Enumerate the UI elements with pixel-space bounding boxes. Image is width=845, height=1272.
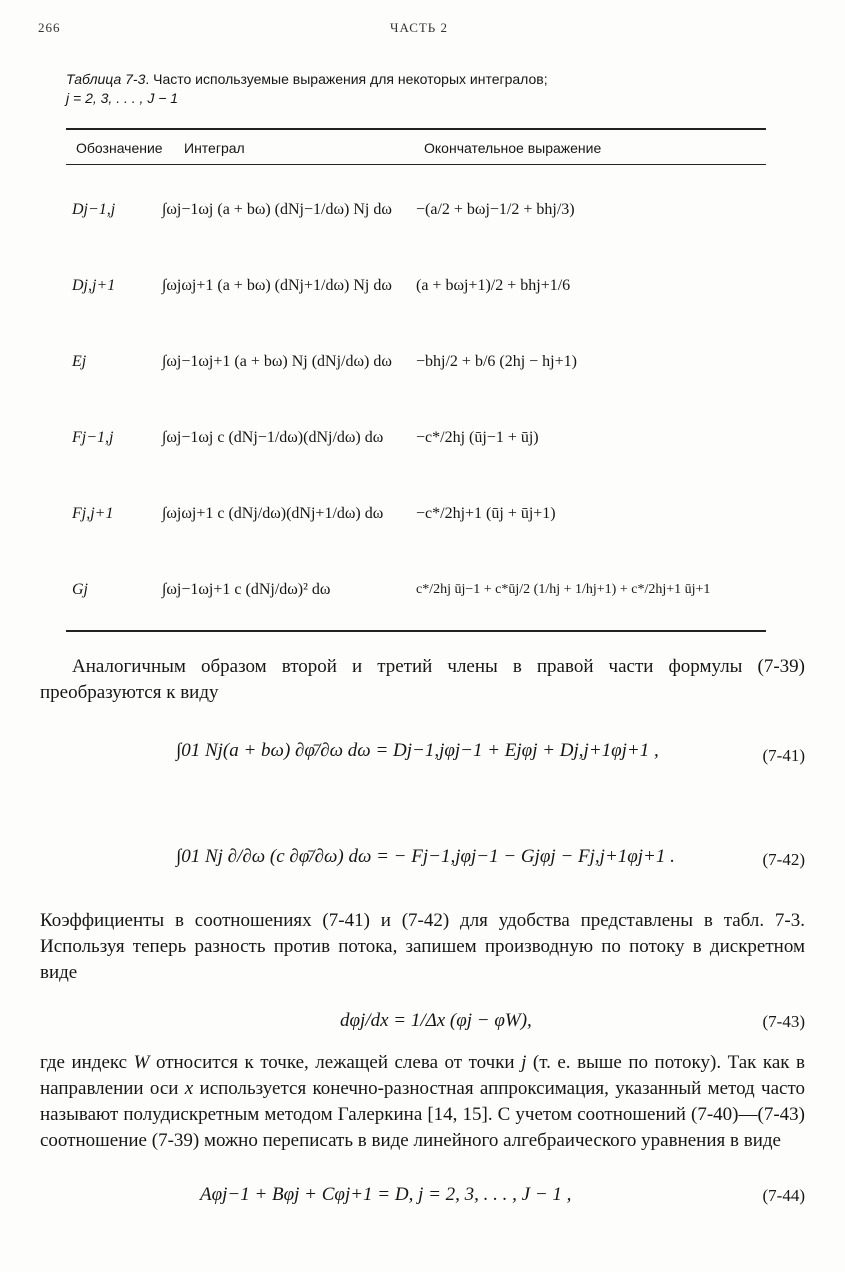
row-symbol: Ej — [72, 353, 87, 370]
equation-7-42: ∫01 Nj ∂/∂ω (c ∂φ̄/∂ω) dω = − Fj−1,jφj−1 − Gjφj − Fj,j+1φj+1 . — [176, 846, 675, 867]
table-bottom-rule — [66, 630, 766, 632]
paragraph-3-part-d: используется конечно-разностная аппроксимация, указанный метод часто называют полудискретным методом Галеркина [14, 15]. С учетом соотношений (7-40)—(7-43) соотношение (7-39) можно переписать в виде линейного алгебраического уравнения в виде — [40, 1078, 806, 1151]
index-w: W — [133, 1052, 150, 1073]
table-row — [66, 400, 786, 476]
paragraph-3-part-c: (т. е. выше по потоку). Так как в направлении оси — [40, 1052, 805, 1099]
row-result: −(a/2 + bωj−1/2 + bhj/3) — [416, 201, 575, 218]
equation-7-44: Aφj−1 + Bφj + Cφj+1 = D, j = 2, 3, . . . , J − 1 , — [200, 1184, 572, 1205]
table-row — [66, 476, 786, 552]
row-symbol: Fj−1,j — [72, 429, 114, 446]
row-integral: ∫ωj−1ωj+1 (a + bω) Nj (dNj/dω) dω — [162, 353, 392, 370]
paragraph-3 — [40, 1050, 805, 1154]
axis-x: x — [184, 1078, 194, 1099]
paragraph-3-part-a: где индекс — [40, 1052, 134, 1073]
row-symbol: Fj,j+1 — [72, 505, 114, 522]
equation-number-7-44: (7-44) — [762, 1186, 805, 1205]
row-integral: ∫ωj−1ωj (a + bω) (dNj−1/dω) Nj dω — [162, 201, 392, 218]
row-result: −bhj/2 + b/6 (2hj − hj+1) — [416, 353, 577, 370]
row-symbol: Gj — [72, 581, 88, 598]
paragraph-3-part-b: относится к точке, лежащей слева от точки — [149, 1052, 522, 1073]
table-caption — [66, 70, 766, 108]
row-result: (a + bωj+1)/2 + bhj+1/6 — [416, 277, 571, 294]
table-row — [66, 172, 786, 248]
column-header-symbol: Обозначение — [76, 140, 163, 156]
row-result: c*/2hj ūj−1 + c*ūj/2 (1/hj + 1/hj+1) + c*/2hj+1 ūj+1 — [416, 582, 711, 597]
row-result: −c*/2hj+1 (ūj + ūj+1) — [416, 505, 556, 522]
row-integral: ∫ωj−1ωj+1 c (dNj/dω)² dω — [162, 581, 331, 598]
equation-7-43: dφj/dx = 1/Δx (φj − φW), — [340, 1010, 532, 1031]
page-number: 266 — [38, 20, 61, 35]
column-header-integral: Интеграл — [184, 140, 245, 156]
table-caption-text: . Часто используемые выражения для некоторых интегралов; — [145, 71, 548, 87]
table-caption-label: Таблица 7-3 — [66, 71, 146, 87]
row-integral: ∫ωj−1ωj c (dNj−1/dω)(dNj/dω) dω — [162, 429, 384, 446]
row-integral: ∫ωjωj+1 c (dNj/dω)(dNj+1/dω) dω — [162, 505, 384, 522]
column-header-result: Окончательное выражение — [424, 140, 602, 156]
index-j: j — [521, 1052, 527, 1073]
table-caption-range: j = 2, 3, . . . , J − 1 — [66, 90, 179, 106]
row-symbol: Dj−1,j — [72, 201, 116, 218]
table-top-rule — [66, 128, 766, 130]
table-row — [66, 248, 786, 324]
table-row — [66, 324, 786, 400]
equation-number-7-42: (7-42) — [762, 850, 805, 869]
row-result: −c*/2hj (ūj−1 + ūj) — [416, 429, 539, 446]
row-integral: ∫ωjωj+1 (a + bω) (dNj+1/dω) Nj dω — [162, 277, 392, 294]
equation-7-41: ∫01 Nj(a + bω) ∂φ̄/∂ω dω = Dj−1,jφj−1 + Ejφj + Dj,j+1φj+1 , — [176, 740, 659, 761]
paragraph-1: Аналогичным образом второй и третий члены в правой части формулы (7-39) преобразуются к виду — [40, 656, 805, 703]
equation-number-7-43: (7-43) — [762, 1012, 805, 1031]
equation-number-7-41: (7-41) — [762, 746, 805, 765]
table-row — [66, 552, 786, 628]
row-symbol: Dj,j+1 — [72, 277, 116, 294]
table-header-rule — [66, 164, 766, 165]
paragraph-2: Коэффициенты в соотношениях (7-41) и (7-42) для удобства представлены в табл. 7-3. Используя теперь разность против потока, запишем производную по потоку в дискретном виде — [40, 910, 805, 983]
running-title: ЧАСТЬ 2 — [390, 20, 449, 35]
